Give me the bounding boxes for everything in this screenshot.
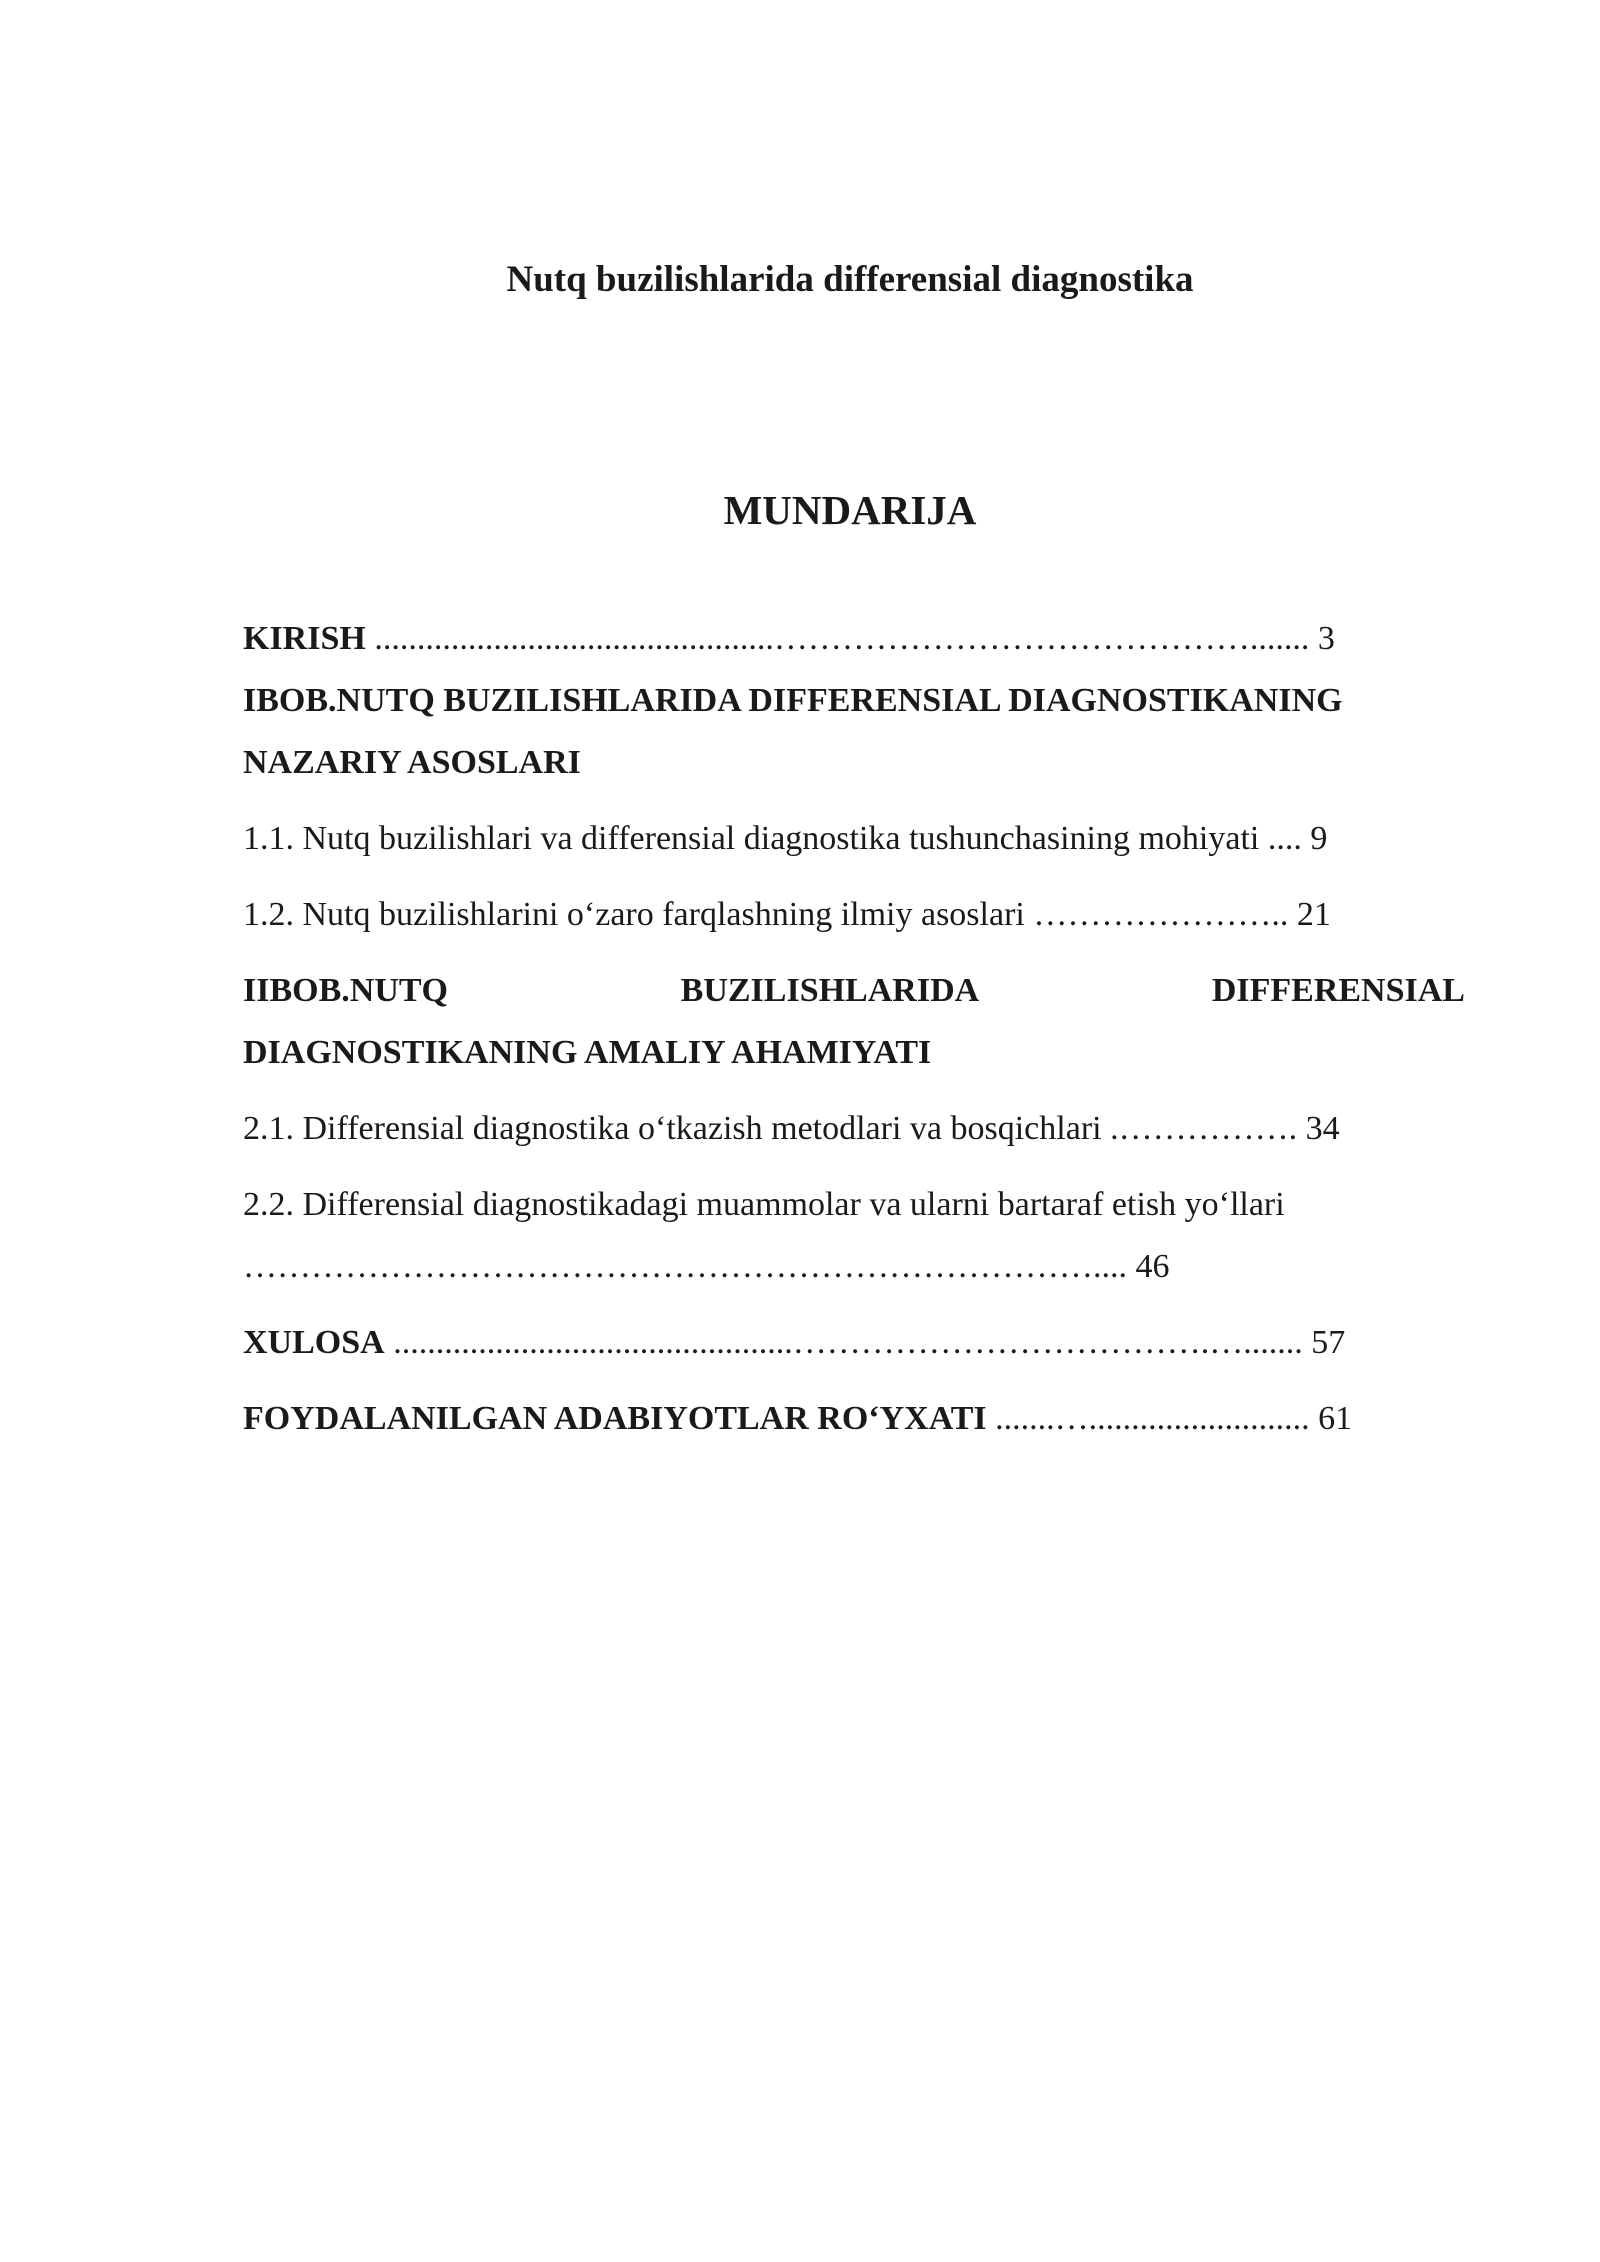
toc-entry-text: 1.1. Nutq buzilishlari va differensial diagnostika tushunchasining mohiyati .... 9 xyxy=(243,820,1328,857)
toc-entry-label: KIRISH xyxy=(243,620,366,657)
table-of-contents xyxy=(243,620,1465,1462)
toc-entry-adabiyotlar xyxy=(243,1400,1465,1462)
toc-entry-leader: .......….......................... 61 xyxy=(986,1400,1353,1437)
toc-entry-text: 2.1. Differensial diagnostika o‘tkazish metodlari va bosqichlari .……………. 34 xyxy=(243,1110,1340,1147)
toc-entry-leader: ………………………………………………………………….... 46 xyxy=(243,1248,1170,1285)
document-title: Nutq buzilishlarida differensial diagnostika xyxy=(506,259,1194,300)
toc-entry-2-1 xyxy=(243,1110,1465,1186)
toc-entry-1-1 xyxy=(243,820,1465,896)
toc-entry-label: XULOSA xyxy=(243,1324,385,1361)
toc-entry-xulosa xyxy=(243,1324,1465,1400)
toc-entry-2-2-line-2 xyxy=(243,1248,1465,1324)
toc-chapter-2-line-1 xyxy=(243,972,1465,1034)
toc-chapter-1-line-2 xyxy=(243,744,1465,820)
toc-entry-leader: ...............................................……………………………….…....... 57 xyxy=(384,1324,1346,1361)
toc-chapter-word: DIFFERENSIAL xyxy=(1211,972,1465,1009)
toc-entry-label: FOYDALANILGAN ADABIYOTLAR RO‘YXATI xyxy=(243,1400,987,1437)
toc-chapter-word: IIBOB.NUTQ xyxy=(243,972,448,1009)
toc-chapter-2-line-2 xyxy=(243,1034,1465,1110)
toc-chapter-1-line-1 xyxy=(243,682,1465,744)
toc-entry-text: 1.2. Nutq buzilishlarini o‘zaro farqlashning ilmiy asoslari ………………….. 21 xyxy=(243,896,1331,933)
toc-chapter-title: NAZARIY ASOSLARI xyxy=(243,744,581,781)
toc-entry-text: 2.2. Differensial diagnostikadagi muammolar va ularni bartaraf etish yo‘llari xyxy=(243,1186,1285,1223)
toc-entry-1-2 xyxy=(243,896,1465,972)
toc-heading: MUNDARIJA xyxy=(723,487,977,533)
toc-entry-kirish xyxy=(243,620,1465,682)
toc-entry-2-2-line-1 xyxy=(243,1186,1465,1248)
toc-chapter-title: IBOB.NUTQ BUZILISHLARIDA DIFFERENSIAL DIAGNOSTIKANING xyxy=(243,682,1343,719)
toc-entry-leader: ...............................................……………………………………....... 3 xyxy=(365,620,1335,657)
toc-chapter-word: BUZILISHLARIDA xyxy=(680,972,980,1009)
toc-chapter-title: DIAGNOSTIKANING AMALIY AHAMIYATI xyxy=(243,1034,932,1071)
